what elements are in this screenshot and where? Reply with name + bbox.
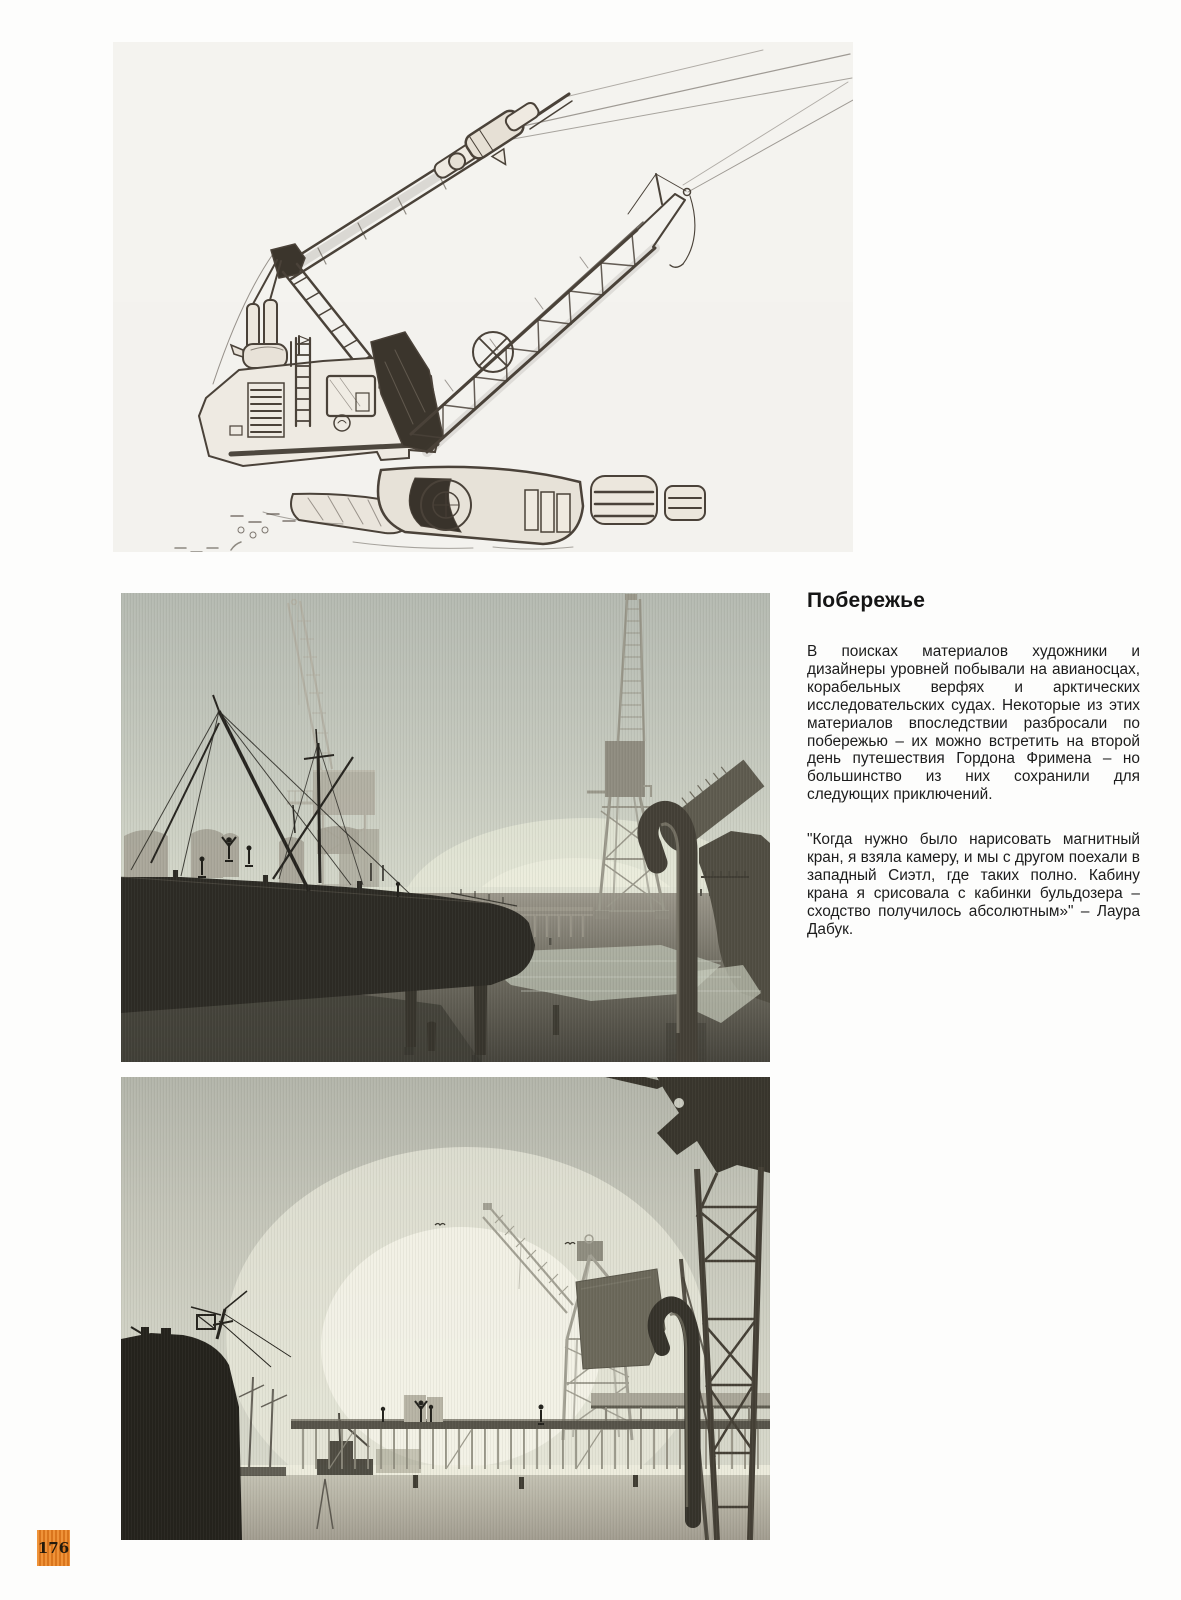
coast-ship-scene — [121, 593, 770, 1062]
coast-ship-screenshot-figure — [121, 593, 770, 1062]
section-heading: Побережье — [807, 589, 926, 612]
coast-dock-screenshot-figure — [121, 1077, 770, 1540]
coast-dock-scene — [121, 1077, 770, 1540]
page-number-badge — [37, 1530, 70, 1566]
page-number: 176 — [37, 1539, 70, 1557]
magnet-crane-sketch-drawing — [113, 42, 853, 552]
article-paragraph-1: В поисках материалов художники и дизайнеры уровней побывали на авианосцах, корабельных верфях и арктических исследовательских судах. Некоторые из этих материалов впоследствии разбросали по побережью – их можно встретить на второй день путешествия Гордона Фримена – но большинство из них сохранили для следующих приключений. — [807, 643, 1140, 804]
article-paragraph-2: "Когда нужно было нарисовать магнитный кран, я взяла камеру, и мы с другом поехали в западный Сиэтл, где таких полно. Кабину крана я срисовала с кабинки бульдозера – сходство получилось абсолютным»" – Лаура Дабук. — [807, 831, 1140, 938]
article-column — [807, 589, 1140, 966]
magnet-crane-sketch-figure — [113, 42, 853, 552]
